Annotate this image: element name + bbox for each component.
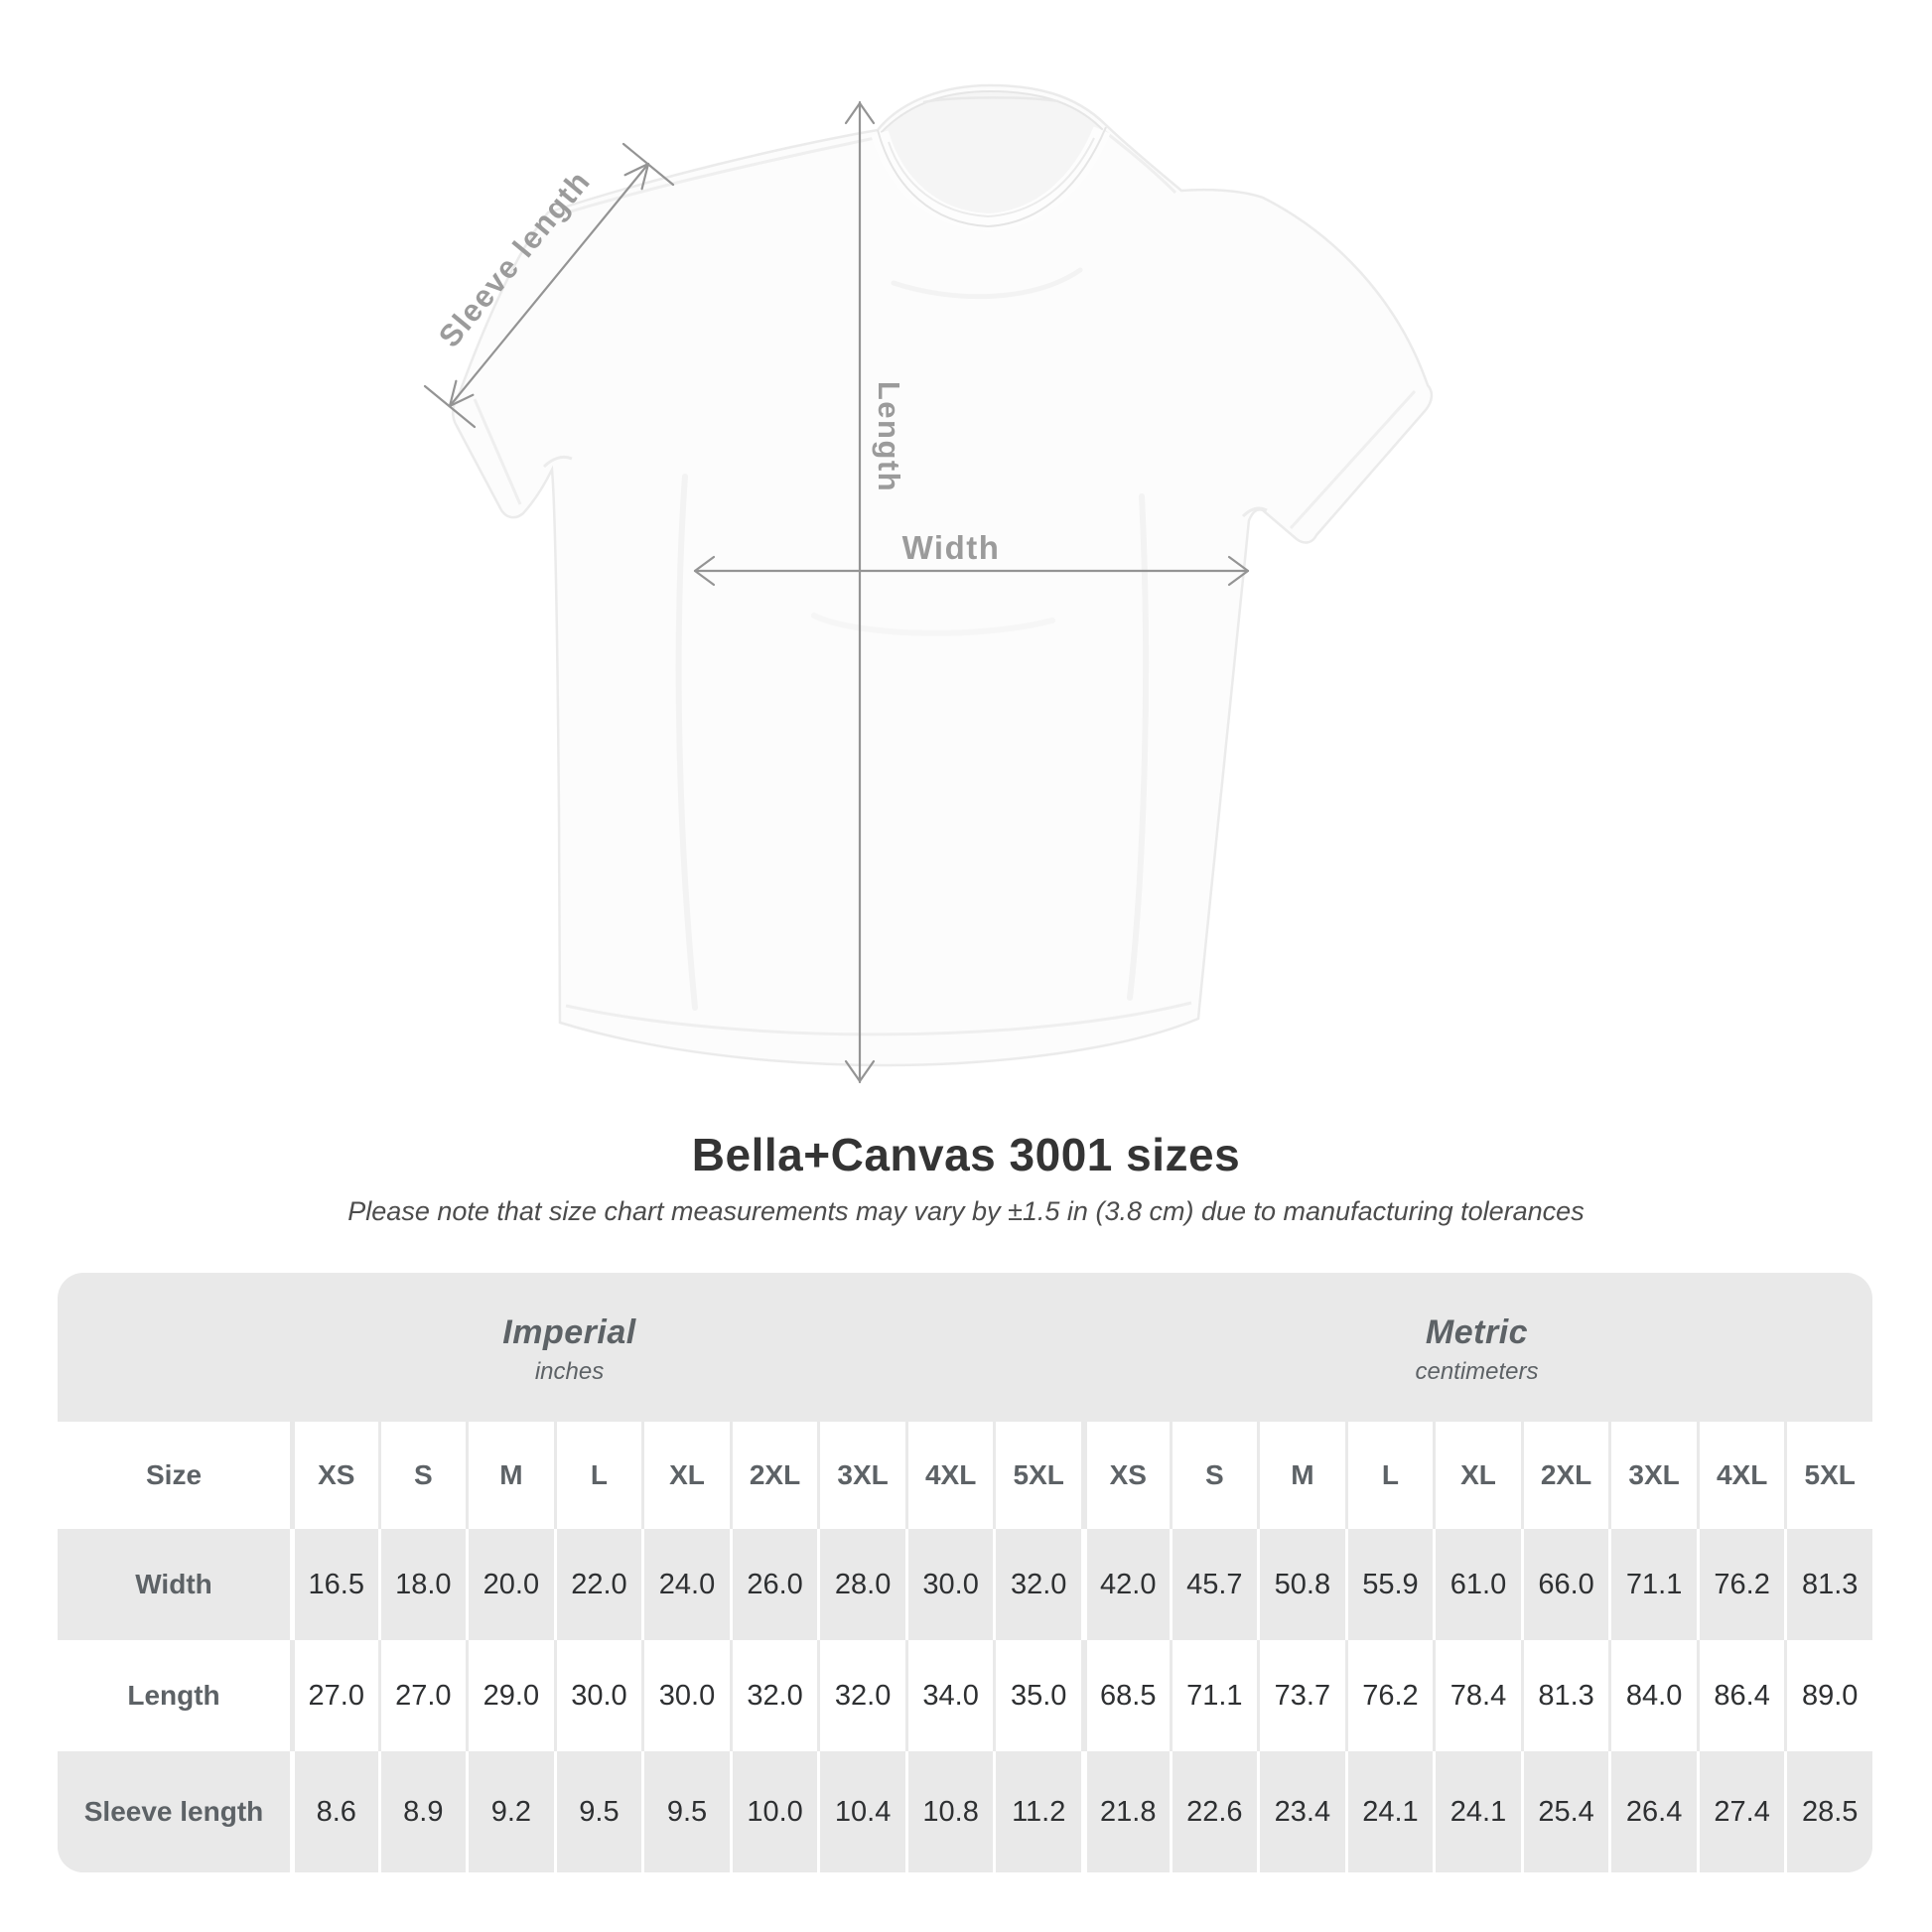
page-title: Bella+Canvas 3001 sizes: [691, 1129, 1241, 1180]
size-header-metric-xs: XS: [1081, 1422, 1170, 1529]
width-value-cell: 50.8: [1257, 1529, 1345, 1640]
sleeve-value-cell: 9.5: [641, 1751, 730, 1872]
tshirt-outline: [453, 85, 1432, 1065]
size-header-imperial-s: S: [378, 1422, 467, 1529]
length-value-cell: 78.4: [1433, 1640, 1521, 1751]
unit-group-band: [58, 1273, 1872, 1422]
table-row-length: [58, 1640, 1872, 1751]
length-value-cell: 29.0: [466, 1640, 554, 1751]
metric-group-header: [1081, 1273, 1872, 1422]
width-value-cell: 22.0: [554, 1529, 642, 1640]
sleeve-value-cell: 10.4: [817, 1751, 905, 1872]
sleeve-value-cell: 23.4: [1257, 1751, 1345, 1872]
width-value-cell: 16.5: [290, 1529, 378, 1640]
length-value-cell: 81.3: [1521, 1640, 1609, 1751]
length-value-cell: 32.0: [817, 1640, 905, 1751]
sleeve-length-label: Sleeve length: [431, 163, 598, 354]
size-header-imperial-3xl: 3XL: [817, 1422, 905, 1529]
sleeve-value-cell: 10.0: [730, 1751, 818, 1872]
size-header-metric-2xl: 2XL: [1521, 1422, 1609, 1529]
sleeve-value-cell: 28.5: [1784, 1751, 1872, 1872]
size-header-imperial-m: M: [466, 1422, 554, 1529]
width-value-cell: 42.0: [1081, 1529, 1170, 1640]
size-header-metric-xl: XL: [1433, 1422, 1521, 1529]
sleeve-value-cell: 24.1: [1345, 1751, 1434, 1872]
sleeve-value-cell: 8.9: [378, 1751, 467, 1872]
table-row-sleeve-length: [58, 1751, 1872, 1872]
size-header-imperial-5xl: 5XL: [993, 1422, 1081, 1529]
width-value-cell: 81.3: [1784, 1529, 1872, 1640]
sleeve-value-cell: 10.8: [905, 1751, 994, 1872]
row-label-sleeve-length: Sleeve length: [58, 1751, 290, 1872]
length-value-cell: 27.0: [290, 1640, 378, 1751]
imperial-unit: inches: [534, 1357, 605, 1385]
metric-title: Metric: [1425, 1312, 1529, 1351]
width-value-cell: 55.9: [1345, 1529, 1434, 1640]
length-value-cell: 76.2: [1345, 1640, 1434, 1751]
sleeve-value-cell: 22.6: [1170, 1751, 1258, 1872]
imperial-title: Imperial: [502, 1312, 636, 1351]
row-label-width: Width: [58, 1529, 290, 1640]
width-value-cell: 71.1: [1608, 1529, 1697, 1640]
sleeve-value-cell: 9.2: [466, 1751, 554, 1872]
size-header-metric-3xl: 3XL: [1608, 1422, 1697, 1529]
length-value-cell: 68.5: [1081, 1640, 1170, 1751]
length-value-cell: 86.4: [1697, 1640, 1785, 1751]
width-value-cell: 76.2: [1697, 1529, 1785, 1640]
length-value-cell: 30.0: [554, 1640, 642, 1751]
length-value-cell: 34.0: [905, 1640, 994, 1751]
row-label-length: Length: [58, 1640, 290, 1751]
table-row-width: [58, 1529, 1872, 1640]
sleeve-value-cell: 24.1: [1433, 1751, 1521, 1872]
length-value-cell: 71.1: [1170, 1640, 1258, 1751]
sleeve-value-cell: 27.4: [1697, 1751, 1785, 1872]
width-value-cell: 18.0: [378, 1529, 467, 1640]
width-value-cell: 26.0: [730, 1529, 818, 1640]
size-header-imperial-2xl: 2XL: [730, 1422, 818, 1529]
size-header-metric-4xl: 4XL: [1697, 1422, 1785, 1529]
length-label: Length: [871, 380, 906, 493]
width-value-cell: 20.0: [466, 1529, 554, 1640]
length-value-cell: 73.7: [1257, 1640, 1345, 1751]
length-value-cell: 89.0: [1784, 1640, 1872, 1751]
width-value-cell: 45.7: [1170, 1529, 1258, 1640]
length-value-cell: 84.0: [1608, 1640, 1697, 1751]
size-header-imperial-l: L: [554, 1422, 642, 1529]
width-value-cell: 30.0: [905, 1529, 994, 1640]
sleeve-value-cell: 25.4: [1521, 1751, 1609, 1872]
sleeve-value-cell: 11.2: [993, 1751, 1081, 1872]
imperial-group-header: [58, 1273, 1081, 1422]
size-header-metric-m: M: [1257, 1422, 1345, 1529]
size-header-metric-l: L: [1345, 1422, 1434, 1529]
sleeve-value-cell: 26.4: [1608, 1751, 1697, 1872]
sleeve-value-cell: 8.6: [290, 1751, 378, 1872]
metric-unit: centimeters: [1415, 1357, 1539, 1385]
width-value-cell: 66.0: [1521, 1529, 1609, 1640]
length-value-cell: 27.0: [378, 1640, 467, 1751]
size-header-imperial-xs: XS: [290, 1422, 378, 1529]
width-value-cell: 24.0: [641, 1529, 730, 1640]
length-value-cell: 32.0: [730, 1640, 818, 1751]
size-header-metric-s: S: [1170, 1422, 1258, 1529]
size-header-imperial-4xl: 4XL: [905, 1422, 994, 1529]
sleeve-value-cell: 9.5: [554, 1751, 642, 1872]
width-value-cell: 32.0: [993, 1529, 1081, 1640]
size-header-imperial-xl: XL: [641, 1422, 730, 1529]
size-header-row: [58, 1422, 1872, 1529]
page-subtitle: Please note that size chart measurements may vary by ±1.5 in (3.8 cm) due to manufacturing tolerances: [347, 1196, 1585, 1226]
sleeve-value-cell: 21.8: [1081, 1751, 1170, 1872]
size-column-header: Size: [58, 1422, 290, 1529]
length-value-cell: 30.0: [641, 1640, 730, 1751]
size-header-metric-5xl: 5XL: [1784, 1422, 1872, 1529]
width-value-cell: 61.0: [1433, 1529, 1521, 1640]
length-value-cell: 35.0: [993, 1640, 1081, 1751]
size-table: [58, 1273, 1872, 1872]
width-label: Width: [901, 529, 1001, 566]
width-value-cell: 28.0: [817, 1529, 905, 1640]
